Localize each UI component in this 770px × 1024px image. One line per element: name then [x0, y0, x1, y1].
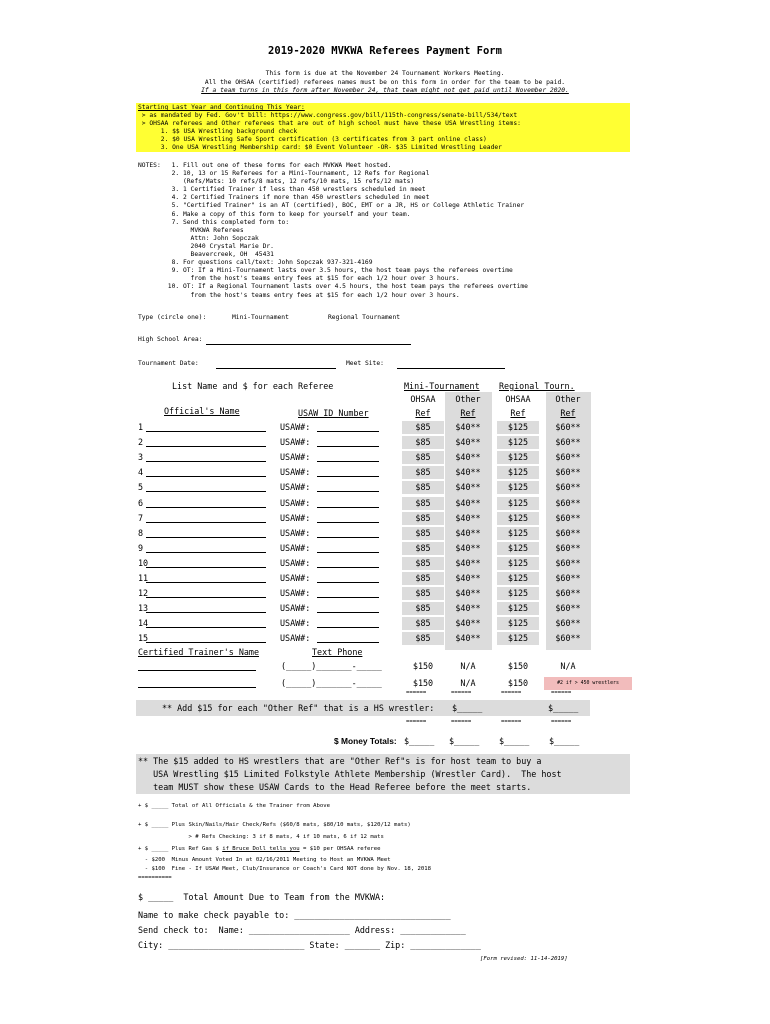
- high-school-label: High School Area:: [138, 336, 203, 343]
- calc-line-1: + $ _____ Total of All Officials & the Trainer from Above: [138, 803, 330, 809]
- tournament-date-label: Tournament Date:: [138, 360, 199, 367]
- trainer-fee-cell: $150: [507, 661, 529, 671]
- fee-cell[interactable]: $60**: [555, 467, 581, 478]
- money-total-field[interactable]: $_____: [404, 736, 435, 746]
- footnote-line-1: ** The $15 added to HS wrestlers that are "Other Ref"s is for host team to buy a: [138, 756, 542, 766]
- fee-cell[interactable]: $125: [497, 587, 539, 600]
- fee-cell[interactable]: $60**: [555, 603, 581, 614]
- official-name-field[interactable]: [146, 567, 266, 568]
- usaw-id-field[interactable]: [317, 567, 379, 568]
- usaw-label: USAW#:: [280, 618, 311, 629]
- fee-cell[interactable]: $60**: [555, 437, 581, 448]
- row-number: 10: [138, 557, 149, 568]
- fee-cell[interactable]: $40**: [455, 452, 481, 463]
- fee-cell[interactable]: $85: [402, 572, 444, 585]
- usaw-label: USAW#:: [280, 437, 311, 448]
- trainer-phone-field[interactable]: (_____)_______-_____: [281, 678, 382, 688]
- row-number: 7: [138, 512, 144, 523]
- usaw-label: USAW#:: [280, 482, 311, 493]
- fee-cell[interactable]: $125: [497, 602, 539, 615]
- fee-cell[interactable]: $40**: [455, 557, 481, 568]
- official-name-field[interactable]: [146, 627, 266, 628]
- fee-cell[interactable]: $60**: [555, 527, 581, 538]
- row-number: 9: [138, 542, 144, 553]
- money-totals-label: $ Money Totals:: [334, 736, 397, 746]
- fee-cell[interactable]: $40**: [455, 603, 481, 614]
- usaw-header: USAW ID Number: [298, 408, 369, 418]
- notes-label: NOTES:: [138, 162, 161, 169]
- fee-cell[interactable]: $85: [402, 497, 444, 510]
- row-number: 8: [138, 527, 144, 538]
- usaw-id-field[interactable]: [317, 522, 379, 523]
- fee-cell[interactable]: $40**: [455, 512, 481, 523]
- row-number: 12: [138, 588, 149, 599]
- usaw-label: USAW#:: [280, 603, 311, 614]
- type-option-mini[interactable]: Mini-Tournament: [232, 314, 289, 321]
- type-label: Type (circle one):: [138, 314, 207, 321]
- meet-site-label: Meet Site:: [346, 360, 384, 367]
- type-option-regional[interactable]: Regional Tournament: [328, 314, 401, 321]
- column-header-2-line-1: Other: [455, 394, 481, 404]
- note-line: from the host's teams entry fees at $15 for each 1/2 hour over 3 hours.: [164, 291, 460, 299]
- fee-cell[interactable]: $125: [497, 542, 539, 555]
- usaw-label: USAW#:: [280, 422, 311, 432]
- official-name-field[interactable]: [146, 491, 266, 492]
- fee-cell[interactable]: $125: [497, 512, 539, 525]
- trainer-name-field[interactable]: [138, 670, 256, 671]
- note-line: MVKWA Referees: [164, 226, 244, 234]
- form-title: 2019-2020 MVKWA Referees Payment Form: [268, 45, 502, 57]
- note-line: 8. For questions call/text: John Sopczak 937-321-4169: [164, 259, 373, 267]
- row-number: 4: [138, 467, 144, 478]
- row-number: 2: [138, 437, 144, 448]
- note-line: Attn: John Sopczak: [164, 234, 259, 242]
- note-line: 2. 10, 13 or 15 Referees for a Mini-Tournament, 12 Refs for Regional: [164, 170, 430, 178]
- notice-line-3: 1. $$ USA Wrestling background check: [138, 128, 298, 135]
- list-header: List Name and $ for each Referee: [172, 381, 334, 391]
- fee-cell[interactable]: $60**: [555, 618, 581, 629]
- fee-cell[interactable]: $60**: [555, 542, 581, 553]
- equals-divider: ======: [551, 690, 572, 696]
- notice-line-4: 2. $0 USA Wrestling Safe Sport certification (3 certificates from 3 part online class): [138, 136, 487, 143]
- column-header-3-line-2: Ref: [510, 408, 526, 418]
- trainer-phone-field[interactable]: (_____)_______-_____: [281, 661, 382, 671]
- official-name-field[interactable]: [146, 431, 266, 432]
- fee-cell[interactable]: $40**: [455, 573, 481, 583]
- equals-divider: ======: [406, 719, 427, 725]
- fee-cell[interactable]: $60**: [555, 497, 581, 508]
- fee-cell[interactable]: $125: [497, 497, 539, 510]
- fee-cell[interactable]: $125: [497, 451, 539, 464]
- usaw-id-field[interactable]: [317, 642, 379, 643]
- note-line: (Refs/Mats: 10 refs/8 mats, 12 refs/10 mats, 15 refs/12 mats): [164, 178, 415, 186]
- add15-regional-field[interactable]: $_____: [548, 703, 579, 713]
- trainer-fee-cell: N/A: [560, 661, 576, 671]
- notes-list: [164, 162, 528, 300]
- fee-cell[interactable]: $60**: [555, 588, 581, 599]
- usaw-id-field[interactable]: [317, 537, 379, 538]
- send-check-line: Send check to: Name: ____________________ Address: _____________: [138, 925, 466, 935]
- calc-line-4-post: = $10 per OHSAA referee: [299, 846, 381, 852]
- equals-divider: ======: [451, 719, 472, 725]
- money-total-field[interactable]: $_____: [549, 736, 580, 746]
- trainer-fee-cell: N/A: [460, 661, 476, 671]
- usaw-id-field[interactable]: [317, 552, 379, 553]
- fee-cell[interactable]: $125: [497, 617, 539, 630]
- fee-cell[interactable]: $40**: [455, 542, 481, 553]
- fee-cell[interactable]: $85: [402, 421, 444, 434]
- usaw-label: USAW#:: [280, 633, 311, 644]
- calc-line-5: - $200 Minus Amount Voted In at 02/16/2011 Meeting to Host an MVKWA Meet: [138, 857, 391, 863]
- fee-cell[interactable]: $125: [497, 466, 539, 479]
- fee-cell[interactable]: $85: [402, 481, 444, 494]
- official-name-field[interactable]: [146, 612, 266, 613]
- calc-line-4: [138, 846, 381, 853]
- fee-cell[interactable]: $60**: [555, 557, 581, 568]
- note-line: 7. Send this completed form to:: [164, 218, 290, 226]
- fee-cell[interactable]: $40**: [455, 588, 481, 599]
- official-name-field[interactable]: [146, 537, 266, 538]
- mini-header: Mini-Tournament: [404, 381, 480, 391]
- fee-cell[interactable]: $40**: [455, 497, 481, 508]
- note-line: 2040 Crystal Marie Dr.: [164, 242, 274, 250]
- column-header-3-line-1: OHSAA: [505, 394, 531, 404]
- usaw-id-field[interactable]: [317, 446, 379, 447]
- official-name-field[interactable]: [146, 582, 266, 583]
- column-header-4-line-1: Other: [555, 394, 581, 404]
- fee-cell[interactable]: $40**: [455, 527, 481, 538]
- revised-date: [Form revised: 11-14-2019]: [480, 956, 568, 962]
- fee-cell[interactable]: $40**: [455, 422, 481, 432]
- phone-header: Text Phone: [312, 647, 363, 657]
- equals-divider: ======: [451, 690, 472, 696]
- notice-line-5: 3. One USA Wrestling Membership card: $0 Event Volunteer -OR- $35 Limited Wrestling Leader: [138, 144, 502, 151]
- fee-cell[interactable]: $60**: [555, 482, 581, 493]
- official-name-field[interactable]: [146, 552, 266, 553]
- usaw-id-field[interactable]: [317, 461, 379, 462]
- footnote-line-3: team MUST show these USAW Cards to the Head Referee before the meet starts.: [138, 782, 532, 792]
- intro-line-2: All the OHSAA (certified) referees names must be on this form in order for the team to be paid.: [204, 79, 566, 86]
- calc-line-7: ==========: [138, 875, 172, 881]
- note-line: from the host's teams entry fees at $15 for each 1/2 hour over 3 hours.: [164, 275, 460, 283]
- usaw-id-field[interactable]: [317, 582, 379, 583]
- fee-cell[interactable]: $85: [402, 451, 444, 464]
- official-name-field[interactable]: [146, 522, 266, 523]
- fee-cell[interactable]: $60**: [555, 512, 581, 523]
- equals-divider: ======: [406, 690, 427, 696]
- trainer-fee-cell: $150: [507, 678, 529, 688]
- official-name-field[interactable]: [146, 507, 266, 508]
- calc-line-6: - $100 Fine - If USAW Meet, Club/Insurance or Coach's Card NOT done by Nov. 18, 2018: [138, 866, 431, 872]
- official-name-field[interactable]: [146, 461, 266, 462]
- fee-cell[interactable]: $60**: [555, 573, 581, 583]
- usaw-label: USAW#:: [280, 588, 311, 599]
- note-line: 9. OT: If a Mini-Tournament lasts over 3.5 hours, the host team pays the referees overtime: [164, 267, 513, 275]
- trainer-note-badge: #2 if > 450 wrestlers: [544, 677, 632, 690]
- official-name-field[interactable]: [146, 597, 266, 598]
- row-number: 15: [138, 633, 149, 644]
- row-number: 5: [138, 482, 144, 493]
- row-number: 3: [138, 452, 144, 463]
- row-number: 13: [138, 603, 149, 614]
- fee-cell[interactable]: $85: [402, 557, 444, 570]
- official-name-field[interactable]: [146, 476, 266, 477]
- note-line: Beavercreek, OH 45431: [164, 251, 274, 259]
- fee-cell[interactable]: $40**: [455, 618, 481, 629]
- footnote-line-2: USA Wrestling $15 Limited Folkstyle Athlete Membership (Wrestler Card). The host: [138, 769, 562, 779]
- note-line: 3. 1 Certified Trainer if less than 450 wrestlers scheduled in meet: [164, 186, 426, 194]
- fee-cell[interactable]: $125: [497, 421, 539, 434]
- usaw-id-field[interactable]: [317, 476, 379, 477]
- usaw-id-field[interactable]: [317, 491, 379, 492]
- equals-divider: ======: [501, 719, 522, 725]
- notice-line-2: > OHSAA referees and Other referees that are out of high school must have these USA Wrestling items:: [138, 120, 521, 127]
- fee-cell[interactable]: $85: [402, 466, 444, 479]
- notice-line-1: > as mandated by Fed. Gov't bill: https://www.congress.gov/bill/115th-congress/senate-bill/534/text: [138, 112, 518, 119]
- fee-cell[interactable]: $125: [497, 572, 539, 585]
- fee-cell[interactable]: $125: [497, 436, 539, 449]
- column-header-2-line-2: Ref: [460, 408, 476, 418]
- usaw-id-field[interactable]: [317, 597, 379, 598]
- high-school-field[interactable]: [206, 344, 411, 345]
- fee-cell[interactable]: $85: [402, 542, 444, 555]
- calc-line-2: + $ _____ Plus Skin/Nails/Hair Check/Refs ($60/8 mats, $80/10 mats, $120/12 mats): [138, 822, 411, 828]
- intro-line-3: If a team turns in this form after November 24, that team might not get paid until November 2020.: [201, 87, 569, 94]
- note-line: 4. 2 Certified Trainers if more than 450 wrestlers scheduled in meet: [164, 194, 430, 202]
- note-line: 5. "Certified Trainer" is an AT (certified), BOC, EMT or a JR, HS or College Athletic Trainer: [164, 202, 525, 210]
- fee-cell[interactable]: $85: [402, 602, 444, 615]
- fee-cell[interactable]: $85: [402, 617, 444, 630]
- column-header-1-line-2: Ref: [415, 408, 431, 418]
- money-total-field[interactable]: $_____: [499, 736, 530, 746]
- trainer-name-field[interactable]: [138, 687, 256, 688]
- row-number: 11: [138, 573, 149, 583]
- fee-cell[interactable]: $85: [402, 632, 444, 645]
- row-number: 1: [138, 422, 144, 432]
- note-line: 6. Make a copy of this form to keep for yourself and your team.: [164, 210, 411, 218]
- column-header-1-line-1: OHSAA: [410, 394, 436, 404]
- trainer-header: Certified Trainer's Name: [138, 647, 260, 657]
- trainer-fee-cell: $150: [412, 678, 434, 688]
- notice-heading: Starting Last Year and Continuing This Year:: [138, 104, 305, 111]
- row-number: 6: [138, 497, 144, 508]
- fee-cell[interactable]: $125: [497, 632, 539, 645]
- usaw-id-field[interactable]: [317, 507, 379, 508]
- usaw-label: USAW#:: [280, 467, 311, 478]
- trainer-fee-cell: N/A: [460, 678, 476, 688]
- usaw-label: USAW#:: [280, 557, 311, 568]
- official-name-field[interactable]: [146, 642, 266, 643]
- regional-header: Regional Tourn.: [499, 381, 575, 391]
- usaw-id-field[interactable]: [317, 431, 379, 432]
- equals-divider: ======: [501, 690, 522, 696]
- column-header-4-line-2: Ref: [560, 408, 576, 418]
- calc-line-4-cond: if Bruce Doll tells you: [222, 846, 300, 852]
- officials-header: Official's Name: [164, 406, 240, 416]
- fee-cell[interactable]: $40**: [455, 467, 481, 478]
- usaw-id-field[interactable]: [317, 627, 379, 628]
- note-line: 10. OT: If a Regional Tournament lasts over 4.5 hours, the host team pays the referees overtime: [164, 283, 528, 291]
- usaw-label: USAW#:: [280, 542, 311, 553]
- usaw-label: USAW#:: [280, 527, 311, 538]
- calc-line-4-pre: + $ _____ Plus Ref Gas $: [138, 846, 223, 852]
- total-due-line: $ _____ Total Amount Due to Team from the MVKWA:: [138, 892, 386, 902]
- fee-cell[interactable]: $40**: [455, 482, 481, 493]
- note-line: 1. Fill out one of these forms for each MVKWA Meet hosted.: [164, 162, 392, 169]
- fee-cell[interactable]: $40**: [455, 633, 481, 644]
- row-number: 14: [138, 618, 149, 629]
- fee-cell[interactable]: $85: [402, 587, 444, 600]
- fee-cell[interactable]: $60**: [555, 422, 581, 432]
- fee-cell[interactable]: $60**: [555, 452, 581, 463]
- usaw-label: USAW#:: [280, 573, 311, 583]
- intro-line-1: This form is due at the November 24 Tournament Workers Meeting.: [265, 70, 505, 77]
- trainer-fee-cell: $150: [412, 661, 434, 671]
- fee-cell[interactable]: $60**: [555, 633, 581, 644]
- fee-cell[interactable]: $125: [497, 557, 539, 570]
- usaw-label: USAW#:: [280, 452, 311, 463]
- city-line: City: ___________________________ State: _______ Zip: ______________: [138, 940, 481, 950]
- add15-mini-field[interactable]: $_____: [452, 703, 483, 713]
- check-payable-line: Name to make check payable to: _______________________________: [138, 910, 451, 920]
- add15-label: ** Add $15 for each "Other Ref" that is a HS wrestler:: [162, 703, 435, 713]
- calc-line-3: > # Refs Checking: 3 if 8 mats, 4 if 10 mats, 6 if 12 mats: [138, 834, 384, 840]
- fee-cell[interactable]: $125: [497, 481, 539, 494]
- usaw-id-field[interactable]: [317, 612, 379, 613]
- money-total-field[interactable]: $_____: [449, 736, 480, 746]
- usaw-label: USAW#:: [280, 512, 311, 523]
- fee-cell[interactable]: $85: [402, 527, 444, 540]
- usaw-label: USAW#:: [280, 497, 311, 508]
- tournament-date-field[interactable]: [216, 368, 336, 369]
- official-name-field[interactable]: [146, 446, 266, 447]
- fee-cell[interactable]: $40**: [455, 437, 481, 448]
- equals-divider: ======: [551, 719, 572, 725]
- meet-site-field[interactable]: [397, 368, 505, 369]
- fee-cell[interactable]: $85: [402, 512, 444, 525]
- fee-cell[interactable]: $125: [497, 527, 539, 540]
- fee-cell[interactable]: $85: [402, 436, 444, 449]
